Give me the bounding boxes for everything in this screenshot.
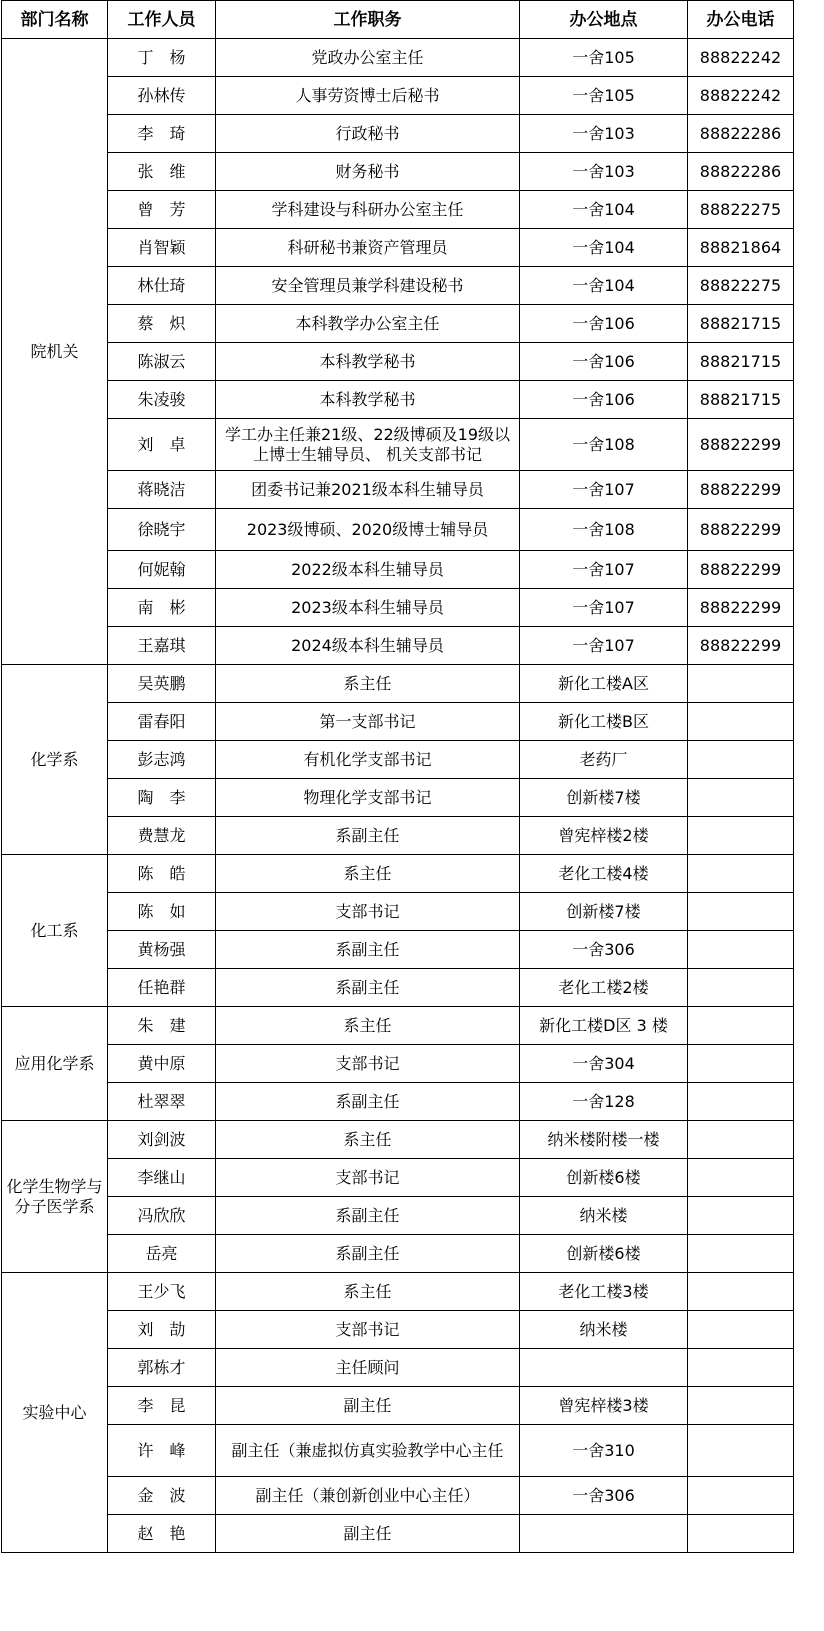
phone-cell: 88822299: [688, 551, 794, 589]
office-cell: 新化工楼D区 3 楼: [520, 1007, 688, 1045]
phone-cell: [688, 1515, 794, 1553]
table-row: [2, 1197, 794, 1235]
role-cell: 学科建设与科研办公室主任: [216, 191, 520, 229]
office-cell: 一舍107: [520, 551, 688, 589]
office-cell: 一舍108: [520, 509, 688, 551]
person-cell: 肖智颖: [108, 229, 216, 267]
table-row: [2, 665, 794, 703]
person-cell: 金 波: [108, 1477, 216, 1515]
table-row: [2, 1083, 794, 1121]
table-row: [2, 153, 794, 191]
table-body: [2, 39, 794, 1553]
role-cell: 副主任: [216, 1515, 520, 1553]
role-cell: 本科教学秘书: [216, 381, 520, 419]
role-cell: 科研秘书兼资产管理员: [216, 229, 520, 267]
person-cell: 陈 皓: [108, 855, 216, 893]
phone-cell: 88822286: [688, 153, 794, 191]
role-cell: 本科教学秘书: [216, 343, 520, 381]
role-cell: 人事劳资博士后秘书: [216, 77, 520, 115]
role-cell: 副主任（兼创新创业中心主任）: [216, 1477, 520, 1515]
office-cell: 一舍105: [520, 39, 688, 77]
role-cell: 本科教学办公室主任: [216, 305, 520, 343]
header-role: 工作职务: [216, 1, 520, 39]
role-cell: 团委书记兼2021级本科生辅导员: [216, 471, 520, 509]
phone-cell: [688, 1387, 794, 1425]
table-row: [2, 471, 794, 509]
table-row: [2, 931, 794, 969]
office-cell: 一舍106: [520, 343, 688, 381]
phone-cell: 88821715: [688, 305, 794, 343]
role-cell: 系副主任: [216, 1235, 520, 1273]
table-row: [2, 1387, 794, 1425]
table-row: [2, 419, 794, 471]
table-row: [2, 39, 794, 77]
phone-cell: 88822242: [688, 39, 794, 77]
header-person: 工作人员: [108, 1, 216, 39]
table-row: [2, 1121, 794, 1159]
phone-cell: 88822242: [688, 77, 794, 115]
office-cell: 纳米楼附楼一楼: [520, 1121, 688, 1159]
office-cell: 一舍310: [520, 1425, 688, 1477]
person-cell: 陈 如: [108, 893, 216, 931]
table-row: [2, 551, 794, 589]
phone-cell: 88822299: [688, 589, 794, 627]
phone-cell: 88822275: [688, 191, 794, 229]
role-cell: 系副主任: [216, 931, 520, 969]
person-cell: 孙林传: [108, 77, 216, 115]
phone-cell: [688, 893, 794, 931]
role-cell: 2023级博硕、2020级博士辅导员: [216, 509, 520, 551]
phone-cell: 88821715: [688, 343, 794, 381]
office-cell: 一舍304: [520, 1045, 688, 1083]
department-cell: 化学生物学与分子医学系: [2, 1121, 108, 1273]
table-row: [2, 1349, 794, 1387]
department-cell: 院机关: [2, 39, 108, 665]
role-cell: 副主任（兼虚拟仿真实验教学中心主任: [216, 1425, 520, 1477]
office-cell: 创新楼6楼: [520, 1159, 688, 1197]
office-cell: 一舍104: [520, 267, 688, 305]
header-department: 部门名称: [2, 1, 108, 39]
table-row: [2, 343, 794, 381]
role-cell: 有机化学支部书记: [216, 741, 520, 779]
office-cell: 老化工楼3楼: [520, 1273, 688, 1311]
person-cell: 刘剑波: [108, 1121, 216, 1159]
table-row: [2, 1273, 794, 1311]
person-cell: 李 昆: [108, 1387, 216, 1425]
phone-cell: [688, 703, 794, 741]
phone-cell: [688, 1235, 794, 1273]
table-row: [2, 1477, 794, 1515]
person-cell: 黄中原: [108, 1045, 216, 1083]
role-cell: 财务秘书: [216, 153, 520, 191]
role-cell: 系副主任: [216, 1197, 520, 1235]
department-cell: 实验中心: [2, 1273, 108, 1553]
role-cell: 系副主任: [216, 1083, 520, 1121]
table-row: [2, 1425, 794, 1477]
phone-cell: [688, 1273, 794, 1311]
person-cell: 陈淑云: [108, 343, 216, 381]
table-row: [2, 305, 794, 343]
role-cell: 系主任: [216, 665, 520, 703]
staff-directory-table: [1, 0, 794, 1553]
phone-cell: 88822275: [688, 267, 794, 305]
role-cell: 支部书记: [216, 893, 520, 931]
table-row: [2, 893, 794, 931]
office-cell: 一舍107: [520, 589, 688, 627]
table-row: [2, 817, 794, 855]
phone-cell: [688, 1425, 794, 1477]
person-cell: 任艳群: [108, 969, 216, 1007]
office-cell: 一舍106: [520, 381, 688, 419]
phone-cell: [688, 1477, 794, 1515]
department-cell: 化工系: [2, 855, 108, 1007]
table-row: [2, 1045, 794, 1083]
phone-cell: 88821864: [688, 229, 794, 267]
role-cell: 第一支部书记: [216, 703, 520, 741]
person-cell: 雷春阳: [108, 703, 216, 741]
person-cell: 李 琦: [108, 115, 216, 153]
office-cell: 一舍107: [520, 471, 688, 509]
role-cell: 学工办主任兼21级、22级博硕及19级以上博士生辅导员、 机关支部书记: [216, 419, 520, 471]
phone-cell: 88822299: [688, 627, 794, 665]
phone-cell: [688, 817, 794, 855]
person-cell: 许 峰: [108, 1425, 216, 1477]
person-cell: 冯欣欣: [108, 1197, 216, 1235]
table-row: [2, 741, 794, 779]
office-cell: 一舍105: [520, 77, 688, 115]
table-row: [2, 509, 794, 551]
office-cell: 一舍103: [520, 153, 688, 191]
person-cell: 王嘉琪: [108, 627, 216, 665]
office-cell: 一舍108: [520, 419, 688, 471]
office-cell: 曾宪梓楼3楼: [520, 1387, 688, 1425]
person-cell: 蒋晓洁: [108, 471, 216, 509]
office-cell: 一舍306: [520, 1477, 688, 1515]
person-cell: 刘 劼: [108, 1311, 216, 1349]
office-cell: 老化工楼2楼: [520, 969, 688, 1007]
person-cell: 岳亮: [108, 1235, 216, 1273]
office-cell: 创新楼7楼: [520, 779, 688, 817]
table-row: [2, 855, 794, 893]
person-cell: 郭栋才: [108, 1349, 216, 1387]
role-cell: 系副主任: [216, 969, 520, 1007]
person-cell: 南 彬: [108, 589, 216, 627]
person-cell: 蔡 炽: [108, 305, 216, 343]
office-cell: 一舍103: [520, 115, 688, 153]
person-cell: 费慧龙: [108, 817, 216, 855]
phone-cell: 88821715: [688, 381, 794, 419]
office-cell: 一舍128: [520, 1083, 688, 1121]
role-cell: 2024级本科生辅导员: [216, 627, 520, 665]
person-cell: 朱 建: [108, 1007, 216, 1045]
phone-cell: 88822299: [688, 509, 794, 551]
phone-cell: 88822299: [688, 471, 794, 509]
phone-cell: [688, 741, 794, 779]
office-cell: 新化工楼B区: [520, 703, 688, 741]
office-cell: [520, 1349, 688, 1387]
table-row: [2, 1159, 794, 1197]
person-cell: 吴英鹏: [108, 665, 216, 703]
role-cell: 系副主任: [216, 817, 520, 855]
role-cell: 2023级本科生辅导员: [216, 589, 520, 627]
table-row: [2, 77, 794, 115]
person-cell: 朱凌骏: [108, 381, 216, 419]
office-cell: 老化工楼4楼: [520, 855, 688, 893]
table-row: [2, 229, 794, 267]
phone-cell: [688, 1045, 794, 1083]
phone-cell: [688, 1007, 794, 1045]
phone-cell: [688, 855, 794, 893]
person-cell: 李继山: [108, 1159, 216, 1197]
table-row: [2, 267, 794, 305]
role-cell: 副主任: [216, 1387, 520, 1425]
role-cell: 系主任: [216, 855, 520, 893]
table-row: [2, 115, 794, 153]
role-cell: 系主任: [216, 1273, 520, 1311]
office-cell: 纳米楼: [520, 1197, 688, 1235]
office-cell: 一舍306: [520, 931, 688, 969]
role-cell: 行政秘书: [216, 115, 520, 153]
person-cell: 丁 杨: [108, 39, 216, 77]
table-row: [2, 1515, 794, 1553]
person-cell: 何妮翰: [108, 551, 216, 589]
table-header: [2, 1, 794, 39]
role-cell: 物理化学支部书记: [216, 779, 520, 817]
office-cell: 一舍106: [520, 305, 688, 343]
office-cell: 新化工楼A区: [520, 665, 688, 703]
person-cell: 王少飞: [108, 1273, 216, 1311]
department-cell: 应用化学系: [2, 1007, 108, 1121]
office-cell: 一舍104: [520, 229, 688, 267]
table-row: [2, 969, 794, 1007]
person-cell: 刘 卓: [108, 419, 216, 471]
office-cell: [520, 1515, 688, 1553]
phone-cell: [688, 1311, 794, 1349]
phone-cell: [688, 969, 794, 1007]
table-row: [2, 1007, 794, 1045]
office-cell: 一舍104: [520, 191, 688, 229]
table-row: [2, 589, 794, 627]
phone-cell: 88822299: [688, 419, 794, 471]
person-cell: 赵 艳: [108, 1515, 216, 1553]
office-cell: 创新楼7楼: [520, 893, 688, 931]
phone-cell: [688, 1197, 794, 1235]
role-cell: 党政办公室主任: [216, 39, 520, 77]
header-row: [2, 1, 794, 39]
header-phone: 办公电话: [688, 1, 794, 39]
person-cell: 张 维: [108, 153, 216, 191]
phone-cell: [688, 1349, 794, 1387]
person-cell: 徐晓宇: [108, 509, 216, 551]
phone-cell: [688, 1159, 794, 1197]
table-row: [2, 1235, 794, 1273]
person-cell: 杜翠翠: [108, 1083, 216, 1121]
role-cell: 系主任: [216, 1007, 520, 1045]
table-row: [2, 703, 794, 741]
table-row: [2, 381, 794, 419]
role-cell: 系主任: [216, 1121, 520, 1159]
table-row: [2, 627, 794, 665]
phone-cell: [688, 665, 794, 703]
role-cell: 2022级本科生辅导员: [216, 551, 520, 589]
role-cell: 支部书记: [216, 1159, 520, 1197]
header-office: 办公地点: [520, 1, 688, 39]
phone-cell: [688, 1083, 794, 1121]
office-cell: 纳米楼: [520, 1311, 688, 1349]
table-row: [2, 1311, 794, 1349]
office-cell: 一舍107: [520, 627, 688, 665]
phone-cell: [688, 779, 794, 817]
person-cell: 陶 李: [108, 779, 216, 817]
table-row: [2, 779, 794, 817]
person-cell: 彭志鸿: [108, 741, 216, 779]
role-cell: 支部书记: [216, 1045, 520, 1083]
phone-cell: [688, 1121, 794, 1159]
department-cell: 化学系: [2, 665, 108, 855]
person-cell: 林仕琦: [108, 267, 216, 305]
phone-cell: 88822286: [688, 115, 794, 153]
office-cell: 创新楼6楼: [520, 1235, 688, 1273]
phone-cell: [688, 931, 794, 969]
role-cell: 安全管理员兼学科建设秘书: [216, 267, 520, 305]
person-cell: 曾 芳: [108, 191, 216, 229]
role-cell: 支部书记: [216, 1311, 520, 1349]
role-cell: 主任顾问: [216, 1349, 520, 1387]
table-row: [2, 191, 794, 229]
person-cell: 黄杨强: [108, 931, 216, 969]
office-cell: 曾宪梓楼2楼: [520, 817, 688, 855]
office-cell: 老药厂: [520, 741, 688, 779]
